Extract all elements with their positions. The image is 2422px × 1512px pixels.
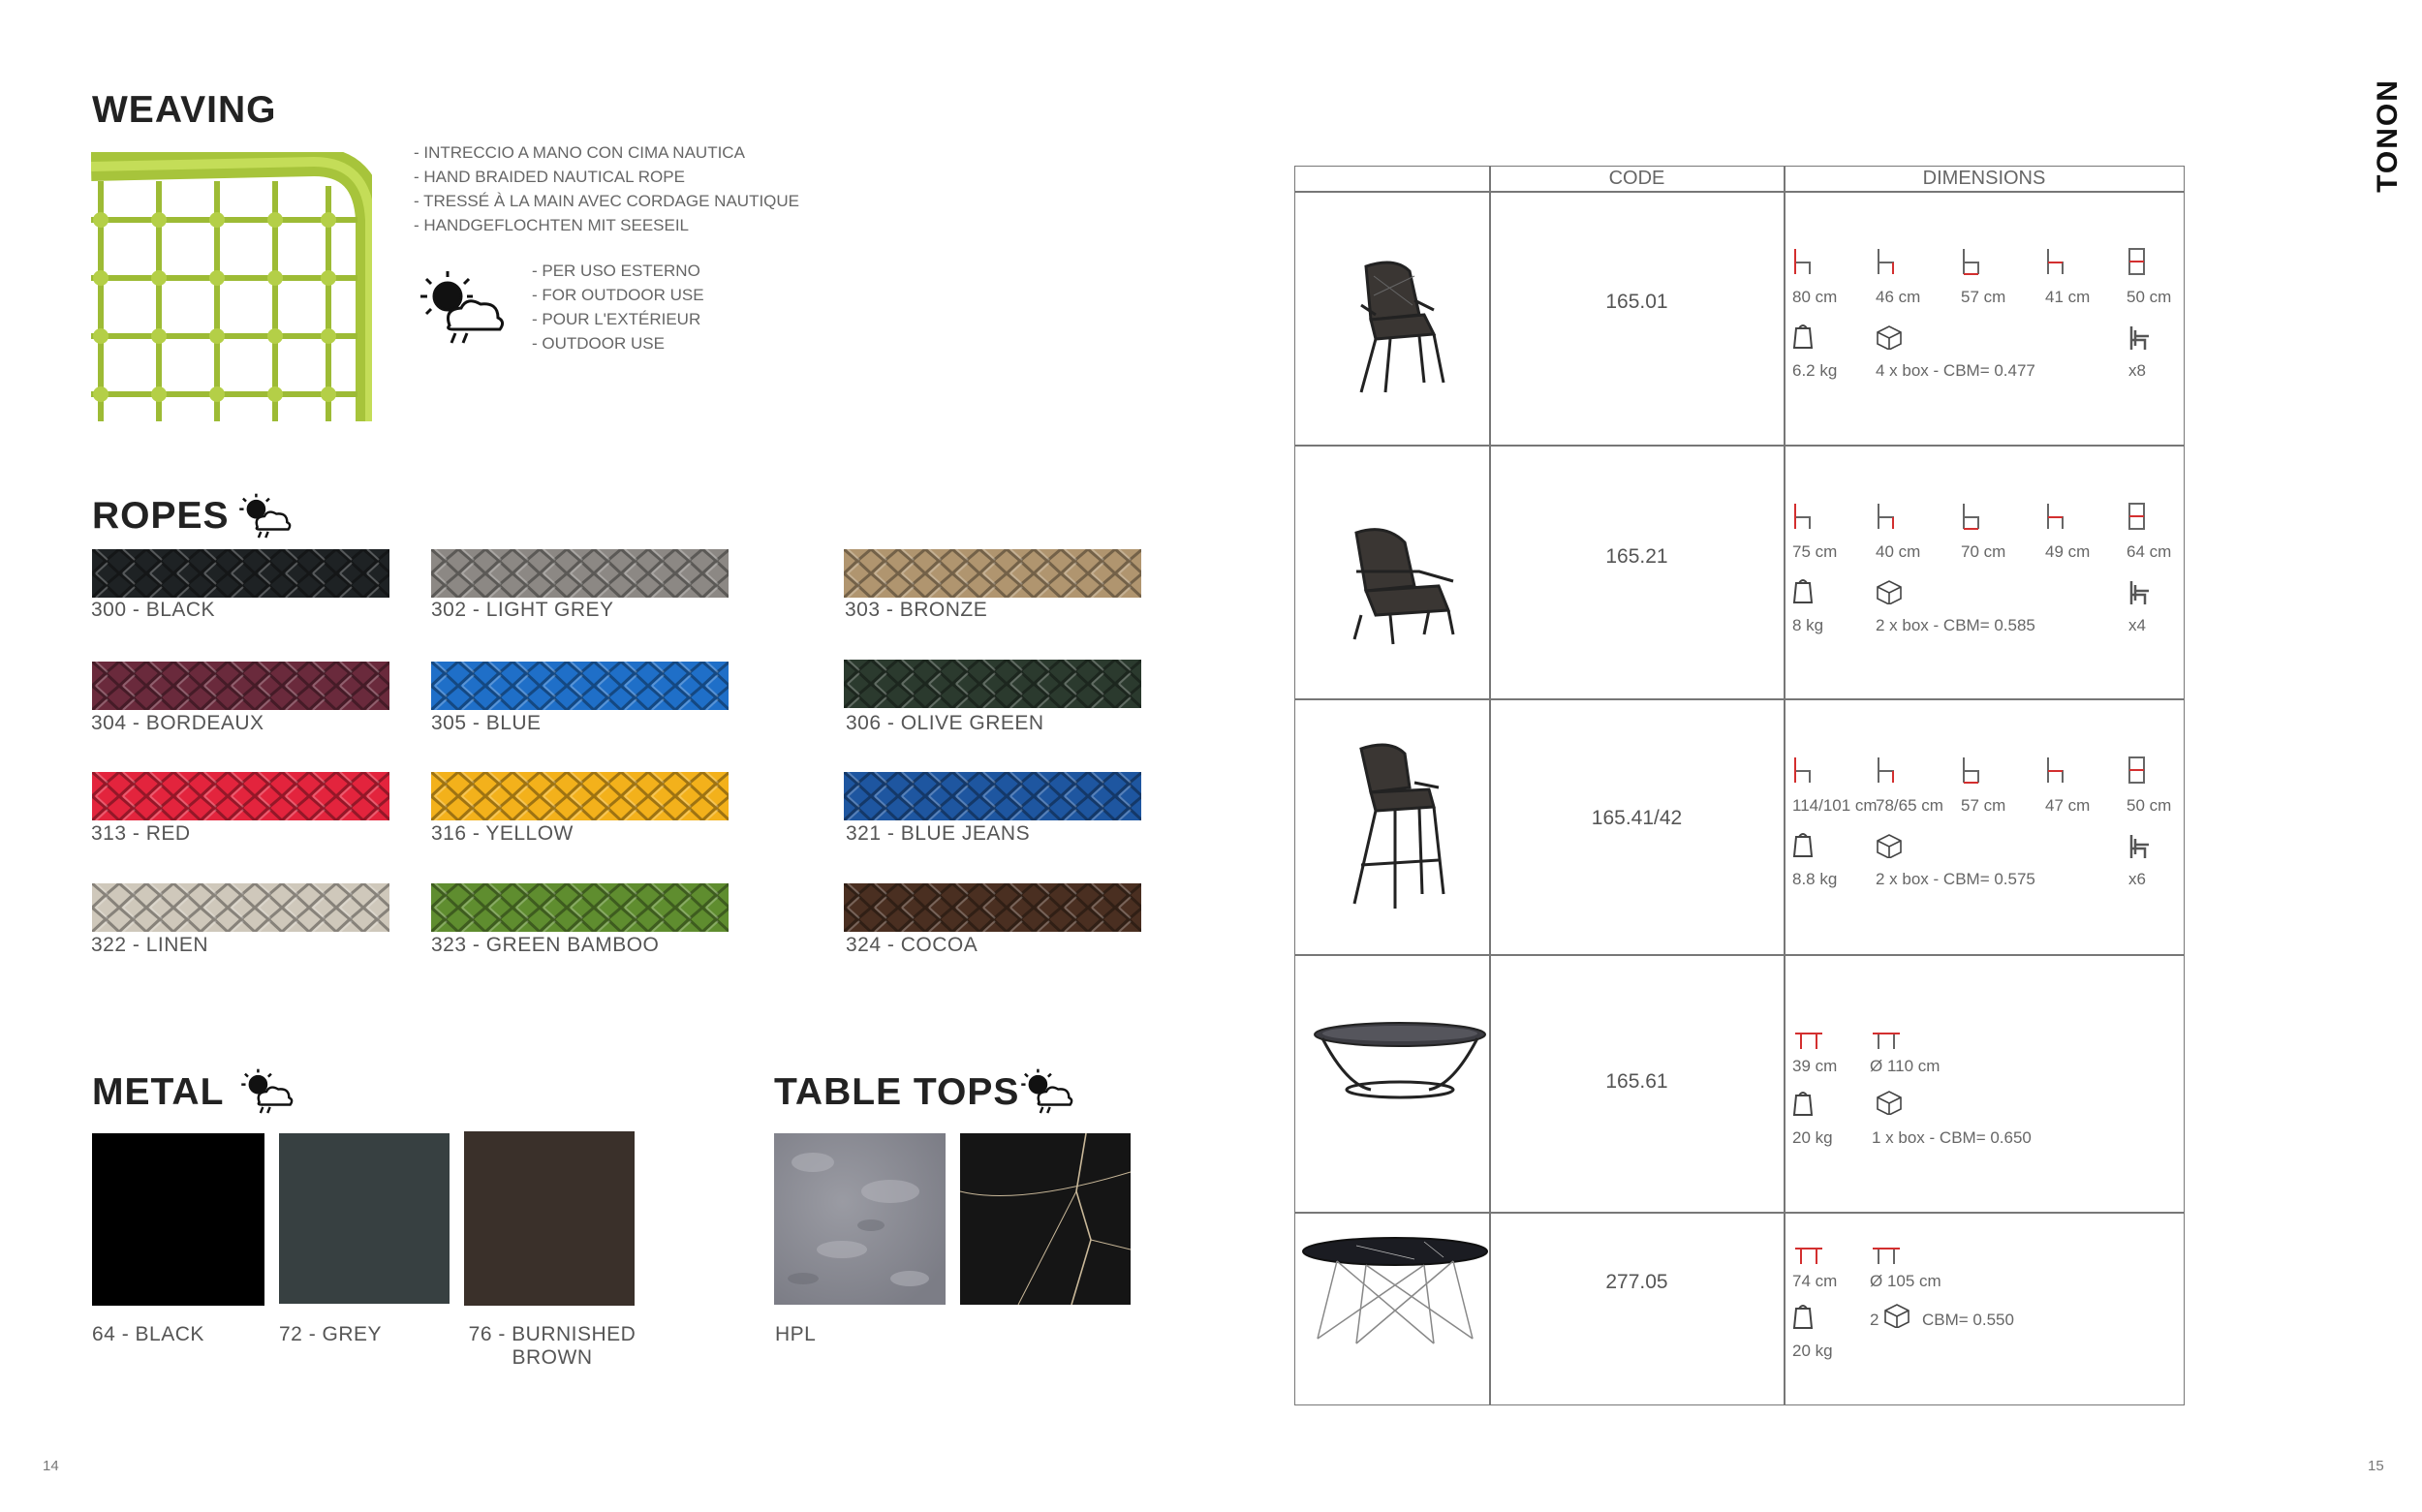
outdoor-description	[532, 259, 704, 355]
rope-swatch-linen	[92, 883, 389, 932]
stack-icon	[2127, 324, 2151, 356]
rope-swatch-blue-jeans	[844, 772, 1141, 820]
dimension-value: 39 cm	[1792, 1057, 1838, 1075]
product-image-round-table	[1298, 1232, 1492, 1353]
dimension-value: 57 cm	[1961, 796, 2006, 815]
rope-swatch-green-bamboo	[431, 883, 729, 932]
width-icon	[2127, 247, 2148, 281]
weight-value: 20 kg	[1792, 1128, 1833, 1147]
metal-label: 64 - BLACK	[92, 1323, 204, 1345]
dimension-value: 46 cm	[1876, 288, 1921, 306]
weight-icon	[1792, 577, 1814, 609]
rope-label: 305 - BLUE	[431, 712, 542, 734]
stack-value: x8	[2128, 361, 2146, 380]
rope-label: 302 - LIGHT GREY	[431, 599, 614, 621]
stack-value: x4	[2128, 616, 2146, 634]
page-number-right: 15	[2368, 1458, 2384, 1474]
outdoor-line: - PER USO ESTERNO	[532, 262, 700, 280]
header-code: CODE	[1608, 168, 1665, 189]
dimension-value: 50 cm	[2127, 288, 2172, 306]
dimension-value: 64 cm	[2127, 542, 2172, 561]
outdoor-line: - POUR L'EXTÉRIEUR	[532, 310, 701, 328]
product-code: 165.41/42	[1591, 807, 1683, 829]
rope-label: 300 - BLACK	[91, 599, 216, 621]
weaving-line: - TRESSÉ À LA MAIN AVEC CORDAGE NAUTIQUE	[414, 192, 800, 210]
rope-swatch-black	[92, 549, 389, 598]
weight-value: 6.2 kg	[1792, 361, 1838, 380]
dimension-value: 50 cm	[2127, 796, 2172, 815]
height-icon	[1792, 756, 1814, 789]
box-value: 2 x box - CBM= 0.575	[1876, 870, 2035, 888]
weight-icon	[1792, 1090, 1814, 1122]
depth-icon	[1961, 756, 1982, 789]
dimension-value: 70 cm	[1961, 542, 2006, 561]
rope-label: 303 - BRONZE	[845, 599, 988, 621]
width-icon	[2127, 502, 2148, 536]
table-tops-title: TABLE TOPS	[774, 1071, 1020, 1113]
box-value: 1 x box - CBM= 0.650	[1872, 1128, 2032, 1147]
depth-icon	[1961, 502, 1982, 536]
dimension-value: 49 cm	[2045, 542, 2091, 561]
box-icon	[1882, 1303, 1911, 1333]
dimension-value: 40 cm	[1876, 542, 1921, 561]
weather-icon	[235, 490, 294, 547]
dimension-value: 41 cm	[2045, 288, 2091, 306]
dimension-value: 75 cm	[1792, 542, 1838, 561]
depth-icon	[1961, 247, 1982, 281]
arm-height-icon	[2045, 247, 2066, 281]
rope-label: 316 - YELLOW	[431, 822, 574, 845]
brand-logo: TONON	[2372, 78, 2404, 193]
product-code: 165.61	[1605, 1070, 1668, 1093]
weaving-line: - INTRECCIO A MANO CON CIMA NAUTICA	[414, 143, 745, 162]
rope-label: 322 - LINEN	[91, 934, 209, 956]
dimension-value: Ø 105 cm	[1870, 1272, 1941, 1290]
metal-title: METAL	[92, 1071, 225, 1113]
header-dimensions: DIMENSIONS	[1922, 168, 2046, 189]
box-count: 2	[1870, 1311, 1879, 1329]
dimension-value: 114/101 cm	[1792, 796, 1878, 815]
table-top-label: HPL	[775, 1323, 817, 1345]
box-icon	[1875, 324, 1904, 355]
metal-swatch-black	[92, 1133, 264, 1306]
table-height-icon	[1792, 1030, 1825, 1056]
metal-swatch-burnished-brown	[464, 1131, 635, 1306]
rope-swatch-blue	[431, 662, 729, 710]
dimension-value: 74 cm	[1792, 1272, 1838, 1290]
weight-icon	[1792, 323, 1814, 355]
rope-swatch-yellow	[431, 772, 729, 820]
stack-value: x6	[2128, 870, 2146, 888]
box-icon	[1875, 1090, 1904, 1120]
box-icon	[1875, 833, 1904, 863]
table-top-black-marble	[960, 1133, 1131, 1305]
weaving-photo	[91, 152, 372, 421]
table-height-icon	[1792, 1245, 1825, 1271]
weight-value: 8.8 kg	[1792, 870, 1838, 888]
seat-height-icon	[1876, 756, 1897, 789]
box-value: 4 x box - CBM= 0.477	[1876, 361, 2035, 380]
dimension-value: 80 cm	[1792, 288, 1838, 306]
rope-swatch-red	[92, 772, 389, 820]
product-image-chair	[1337, 247, 1453, 407]
dimension-value: 57 cm	[1961, 288, 2006, 306]
dimension-value: 78/65 cm	[1876, 796, 1943, 815]
dimension-value: Ø 110 cm	[1870, 1057, 1941, 1075]
product-image-low-table	[1308, 1017, 1492, 1109]
weight-value: 20 kg	[1792, 1342, 1833, 1360]
product-code: 277.05	[1605, 1271, 1668, 1293]
stack-icon	[2127, 579, 2151, 611]
weight-icon	[1792, 831, 1814, 863]
rope-swatch-olive-green	[844, 660, 1141, 708]
rope-swatch-light-grey	[431, 549, 729, 598]
height-icon	[1792, 247, 1814, 281]
box-value: 2 x box - CBM= 0.585	[1876, 616, 2035, 634]
rope-label: 304 - BORDEAUX	[91, 712, 264, 734]
rope-swatch-bronze	[844, 549, 1141, 598]
weather-icon	[415, 265, 508, 355]
arm-height-icon	[2045, 756, 2066, 789]
weight-icon	[1792, 1303, 1814, 1335]
weight-value: 8 kg	[1792, 616, 1824, 634]
width-icon	[2127, 756, 2148, 789]
table-diameter-icon	[1870, 1030, 1903, 1056]
metal-swatch-grey	[279, 1133, 450, 1304]
seat-height-icon	[1876, 502, 1897, 536]
dimension-value: 47 cm	[2045, 796, 2091, 815]
rope-swatch-cocoa	[844, 883, 1141, 932]
height-icon	[1792, 502, 1814, 536]
product-image-stool	[1337, 739, 1463, 918]
ropes-title: ROPES	[92, 495, 230, 537]
box-icon	[1875, 579, 1904, 609]
seat-height-icon	[1876, 247, 1897, 281]
product-image-armchair	[1337, 513, 1473, 654]
weaving-title: WEAVING	[92, 89, 277, 131]
product-code: 165.21	[1605, 545, 1668, 568]
stack-icon	[2127, 833, 2151, 865]
weather-icon	[237, 1065, 295, 1123]
rope-label: 323 - GREEN BAMBOO	[431, 934, 660, 956]
table-top-grey-marble	[774, 1133, 946, 1305]
metal-label: 76 - BURNISHED BROWN	[468, 1323, 637, 1369]
rope-label: 321 - BLUE JEANS	[846, 822, 1031, 845]
outdoor-line: - OUTDOOR USE	[532, 334, 665, 353]
box-value: CBM= 0.550	[1922, 1311, 2014, 1329]
metal-label: 72 - GREY	[279, 1323, 383, 1345]
rope-label: 324 - COCOA	[846, 934, 978, 956]
rope-swatch-bordeaux	[92, 662, 389, 710]
product-code: 165.01	[1605, 291, 1668, 313]
rope-label: 306 - OLIVE GREEN	[846, 712, 1044, 734]
outdoor-line: - FOR OUTDOOR USE	[532, 286, 704, 304]
page-number-left: 14	[43, 1458, 59, 1474]
arm-height-icon	[2045, 502, 2066, 536]
weaving-line: - HAND BRAIDED NAUTICAL ROPE	[414, 168, 685, 186]
weaving-description	[414, 140, 799, 237]
table-diameter-icon	[1870, 1245, 1903, 1271]
weaving-line: - HANDGEFLOCHTEN MIT SEESEIL	[414, 216, 690, 234]
weather-icon	[1017, 1065, 1075, 1123]
rope-label: 313 - RED	[91, 822, 191, 845]
